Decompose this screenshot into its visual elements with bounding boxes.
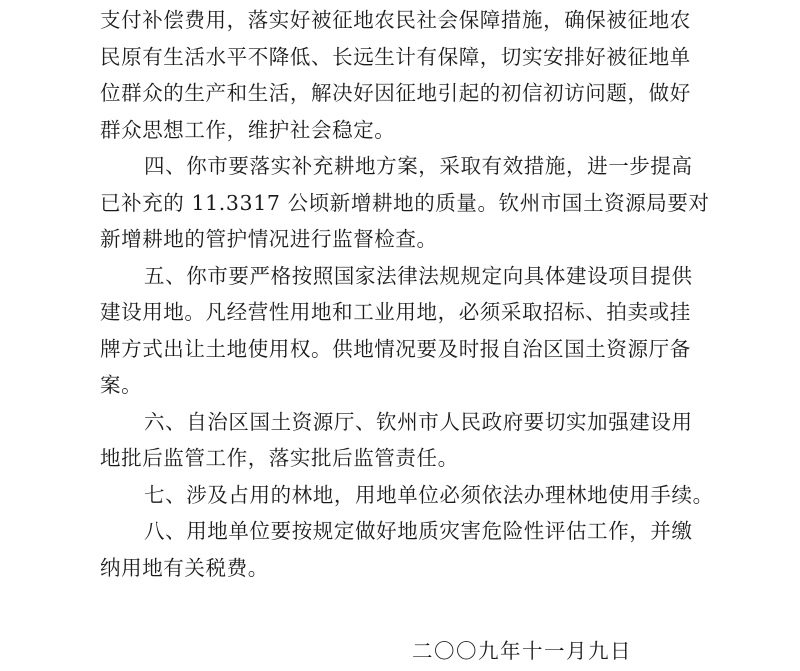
paragraph-four-line: 四、你市要落实补充耕地方案，采取有效措施，进一步提高 xyxy=(144,154,693,178)
text-line: 位群众的生产和生活，解决好因征地引起的初信初访问题，做好 xyxy=(100,81,691,105)
text-line: 纳用地有关税费。 xyxy=(100,555,269,580)
text-line: 民原有生活水平不降低、长远生计有保障，切实安排好被征地单 xyxy=(100,44,691,69)
text-line: 群众思想工作，维护社会稳定。 xyxy=(100,117,396,142)
text-line: 牌方式出让土地使用权。供地情况要及时报自治区国土资源厅备 xyxy=(100,336,691,361)
paragraph-eight-line: 八、用地单位要按规定做好地质灾害危险性评估工作，并缴 xyxy=(144,519,693,543)
text-line: 案。 xyxy=(100,373,143,397)
text-line: 已补充的 11.3317 公顷新增耕地的质量。钦州市国土资源局要对 xyxy=(100,190,710,215)
paragraph-six-line: 六、自治区国土资源厅、钦州市人民政府要切实加强建设用 xyxy=(144,409,693,434)
document-body xyxy=(100,2,714,586)
document-date: 二〇〇九年十一月九日 xyxy=(412,639,632,663)
text-line: 建设用地。凡经营性用地和工业用地，必须采取招标、拍卖或挂 xyxy=(100,300,691,324)
text-line: 地批后监管工作，落实批后监管责任。 xyxy=(100,446,459,470)
paragraph-five-line: 五、你市要严格按照国家法律法规规定向具体建设项目提供 xyxy=(144,263,693,288)
paragraph-seven-line: 七、涉及占用的林地，用地单位必须依法办理林地使用手续。 xyxy=(144,482,714,507)
text-line: 支付补偿费用，落实好被征地农民社会保障措施，确保被征地农 xyxy=(100,8,691,32)
text-line: 新增耕地的管护情况进行监督检查。 xyxy=(100,227,438,251)
